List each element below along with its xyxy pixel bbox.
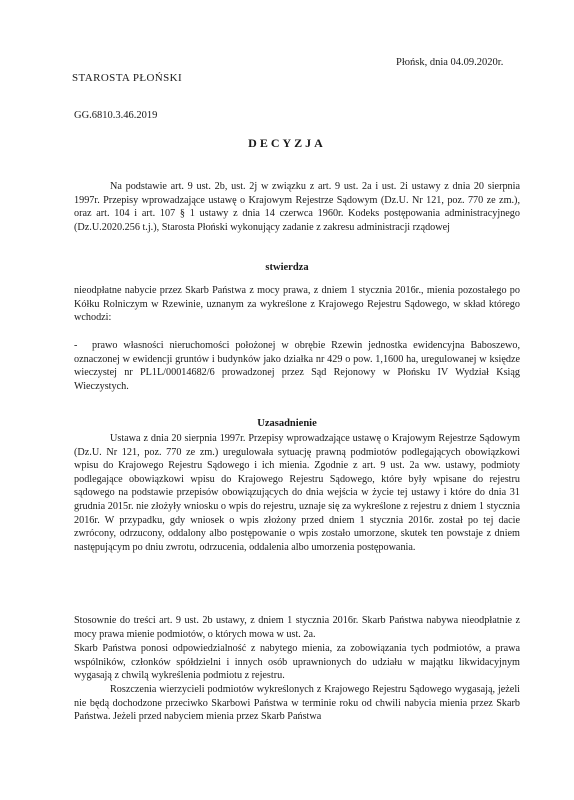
document-title: DECYZJA	[248, 136, 326, 150]
place-and-date: Płońsk, dnia 04.09.2020r.	[396, 57, 504, 68]
justification-paragraph: Ustawa z dnia 20 sierpnia 1997r. Przepisy wprowadzające ustawę o Krajowym Rejestrze Sądowym (Dz.U. Nr 121, poz. 770 ze zm.) uregulowała sytuację prawną podmiotów podlegających obowiązkowi wpisu do Krajowego Rejestru Sądowego i ich mienia. Zgodnie z art. 9 ust. 2a ww. ustawy, podmioty podlegające obowiązkowi wpisu do Krajowego Rejestru Sądowego, które były wpisane do rejestru sądowego na podstawie przepisów obowiązujących do dnia wejścia w życie tej ustawy i które do dnia 31 grudnia 2015r. nie złożyły wniosku o wpis do rejestru, uznaje się za wykreślone z rejestru z dniem 1 stycznia 2016r. W przypadku, gdy wniosek o wpis złożony przed dniem 1 stycznia 2016r. został po tej dacie zwrócony, odrzucony, oddalony albo postępowanie o wpis zostało umorzone, skutek ten powstaje z dniem następującym po dniu zwrotu, odrzucenia, oddalenia albo umorzenia postępowania.	[74, 433, 520, 553]
property-bullet-item	[74, 339, 520, 393]
decision-paragraph: nieodpłatne nabycie przez Skarb Państwa z mocy prawa, z dniem 1 stycznia 2016r., mienia pozostałego po Kółku Rolniczym w Rzewinie, uznanym za wykreślone z Krajowego Rejestru Sądowego, w skład którego wchodzi:	[74, 285, 520, 324]
justification-paragraph: Stosownie do treści art. 9 ust. 2b ustawy, z dniem 1 stycznia 2016r. Skarb Państwa nabywa nieodpłatnie z mocy prawa mienie podmiotów, o których mowa w ust. 2a.	[74, 615, 520, 640]
property-bullet-text: prawo własności nieruchomości położonej w obrębie Rzewin jednostka ewidencyjna Baboszewo, oznaczonej w ewidencji gruntów i budynków jako działka nr 429 o pow. 1,1600 ha, uregulowanej w księdze wieczystej nr PL1L/00014682/6 prowadzonej przez Sąd Rejonowy w Płońsku IV Wydział Ksiąg Wieczystych.	[74, 340, 520, 392]
issuing-authority: STAROSTA PŁOŃSKI	[72, 72, 183, 84]
legal-basis-paragraph: Na podstawie art. 9 ust. 2b, ust. 2j w związku z art. 9 ust. 2a i ust. 2i ustawy z dnia 20 sierpnia 1997r. Przepisy wprowadzające ustawę o Krajowym Rejestrze Sądowym (Dz.U. Nr 121, poz. 770 ze zm.), oraz art. 104 i art. 107 § 1 ustawy z dnia 14 czerwca 1960r. Kodeks postępowania administracyjnego (Dz.U.2020.256 t.j.), Starosta Płoński wykonujący zadanie z zakresu administracji rządowej	[74, 181, 520, 233]
section-heading-stwierdza: stwierdza	[265, 262, 309, 273]
justification-paragraph: Skarb Państwa ponosi odpowiedzialność z nabytego mienia, za zobowiązania tych podmiotów, a prawa wspólników, członków spółdzielni i innych osób uprawnionych do udziału w majątku likwidacyjnym wygasają z chwilą wykreślenia podmiotu z rejestru.	[74, 643, 520, 682]
section-heading-uzasadnienie: Uzasadnienie	[257, 418, 317, 429]
case-number: GG.6810.3.46.2019	[74, 110, 158, 121]
justification-paragraph: Roszczenia wierzycieli podmiotów wykreślonych z Krajowego Rejestru Sądowego wygasają, jeżeli nie będą dochodzone przeciwko Skarbowi Państwa w terminie roku od chwili nabycia mienia przez Skarb Państwa. Jeżeli przed nabyciem mienia przez Skarb Państwa	[74, 684, 520, 723]
bullet-dash-icon: -	[74, 340, 78, 351]
